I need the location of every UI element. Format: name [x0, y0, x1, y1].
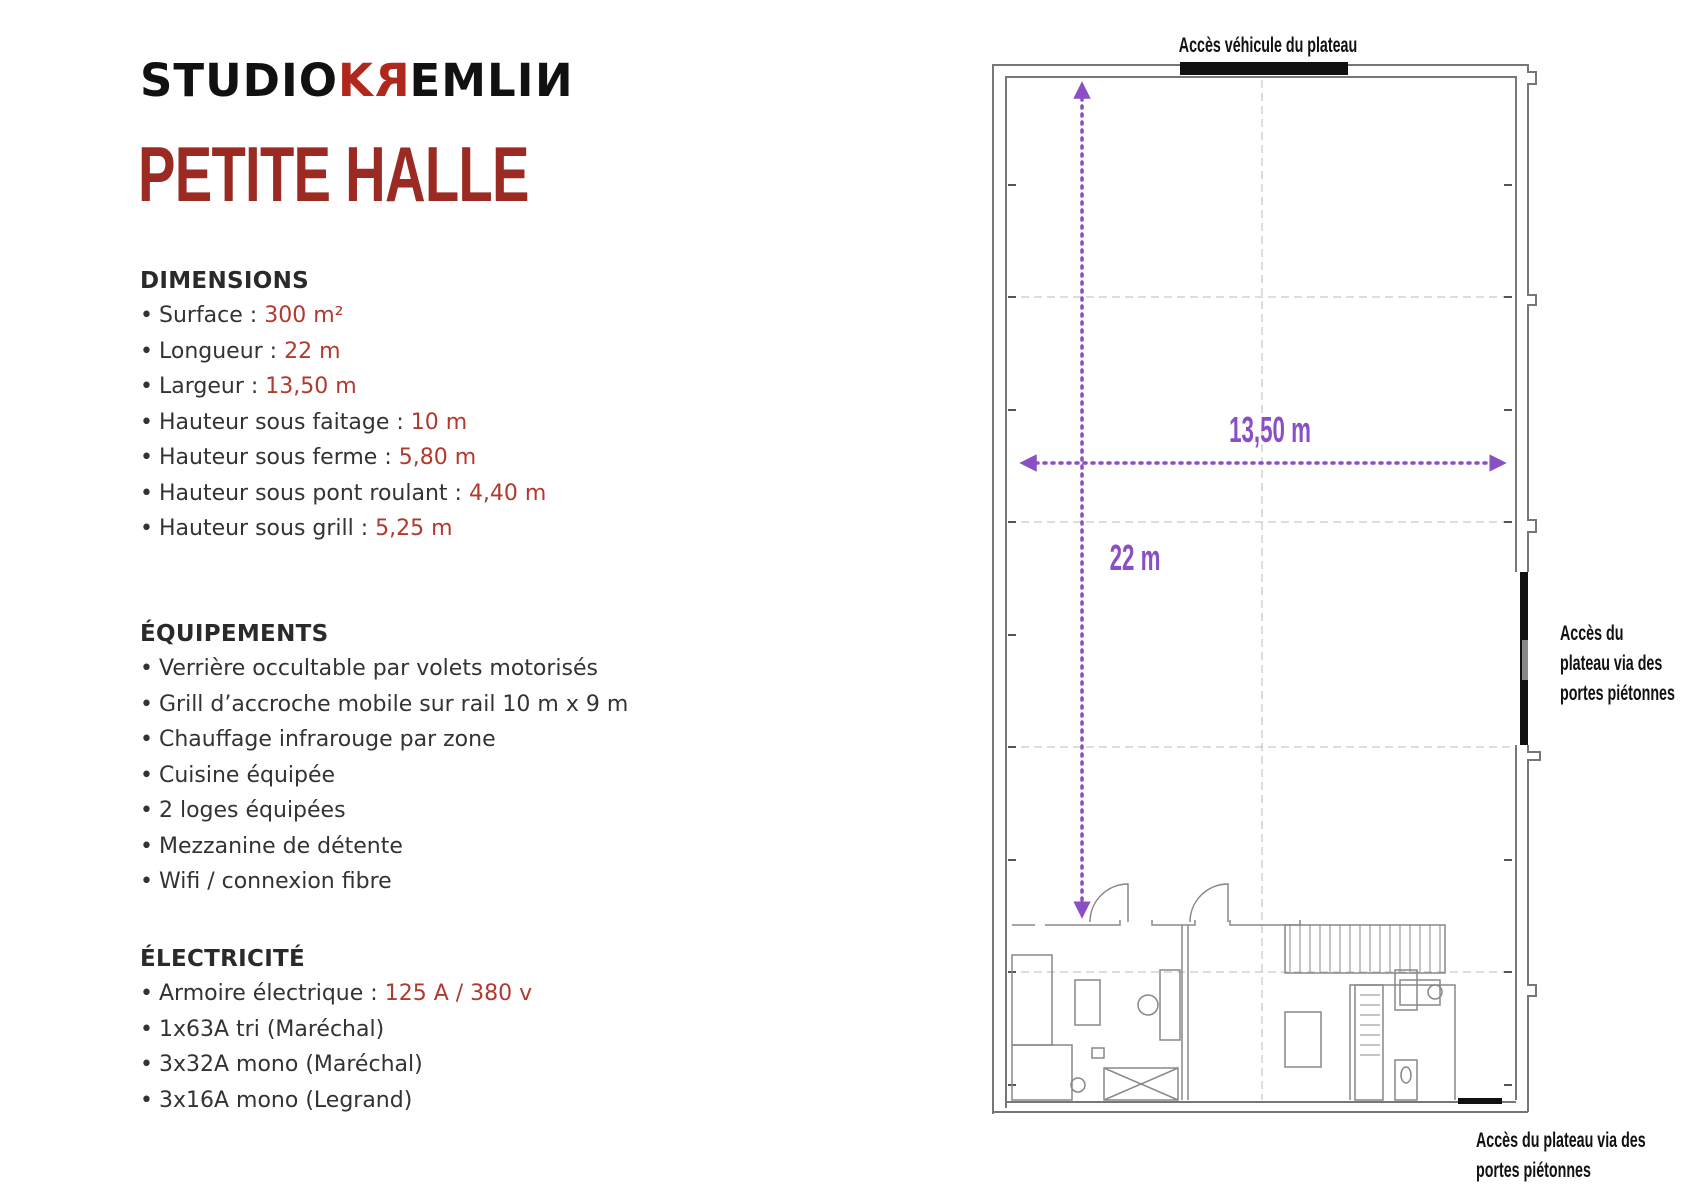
right-access-label [1560, 621, 1675, 704]
list-item: • 2 loges équipées [140, 798, 346, 823]
list-item: • Chauffage infrarouge par zone [140, 727, 496, 752]
studio-kremlin-logo: STUDIOKREMLIN [140, 54, 574, 107]
list-item: • Verrière occultable par volets motorisés [140, 656, 599, 681]
backstage-rooms [1012, 884, 1455, 1100]
list-item: • Hauteur sous ferme : 5,80 m [140, 445, 477, 470]
pedestrian-door-bottom [1458, 1098, 1502, 1104]
list-item: • Hauteur sous pont roulant : 4,40 m [140, 480, 547, 506]
list-item: • Longueur : 22 m [140, 338, 341, 364]
list-item: • Hauteur sous faitage : 10 m [140, 409, 468, 435]
right-access-line: portes piétonnes [1560, 681, 1675, 705]
width-label: 13,50 m [1229, 410, 1311, 451]
dimensions-heading: DIMENSIONS [140, 268, 309, 294]
structural-grid [1008, 80, 1514, 1100]
list-item: • 1x63A tri (Maréchal) [140, 1016, 385, 1042]
electricite-heading: ÉLECTRICITÉ [140, 946, 306, 972]
page-title: PETITE HALLE [138, 130, 529, 218]
list-item: • Armoire électrique : 125 A / 380 v [140, 981, 533, 1006]
list-item: • 3x32A mono (Maréchal) [140, 1052, 423, 1077]
vehicle-door [1180, 62, 1348, 75]
list-item: • Grill d’accroche mobile sur rail 10 m x 9 m [140, 691, 629, 717]
equipements-heading: ÉQUIPEMENTS [140, 621, 329, 647]
door-mullion [1522, 640, 1528, 680]
length-label: 22 m [1109, 538, 1161, 579]
right-access-line: Accès du [1560, 621, 1624, 645]
bottom-access-line: portes piétonnes [1476, 1158, 1591, 1182]
list-item: • Surface : 300 m² [140, 303, 344, 328]
list-item: • Largeur : 13,50 m [140, 374, 357, 399]
right-access-line: plateau via des [1560, 651, 1663, 675]
bottom-access-label [1476, 1128, 1646, 1181]
plan-walls [993, 65, 1540, 1114]
list-item: • Cuisine équipée [140, 762, 336, 788]
list-item: • 3x16A mono (Legrand) [140, 1087, 413, 1113]
vehicle-access-label: Accès véhicule du plateau [1178, 33, 1358, 57]
list-item: • Hauteur sous grill : 5,25 m [140, 516, 453, 541]
list-item: • Mezzanine de détente [140, 833, 403, 859]
bottom-access-line: Accès du plateau via des [1476, 1128, 1646, 1152]
list-item: • Wifi / connexion fibre [140, 869, 392, 894]
